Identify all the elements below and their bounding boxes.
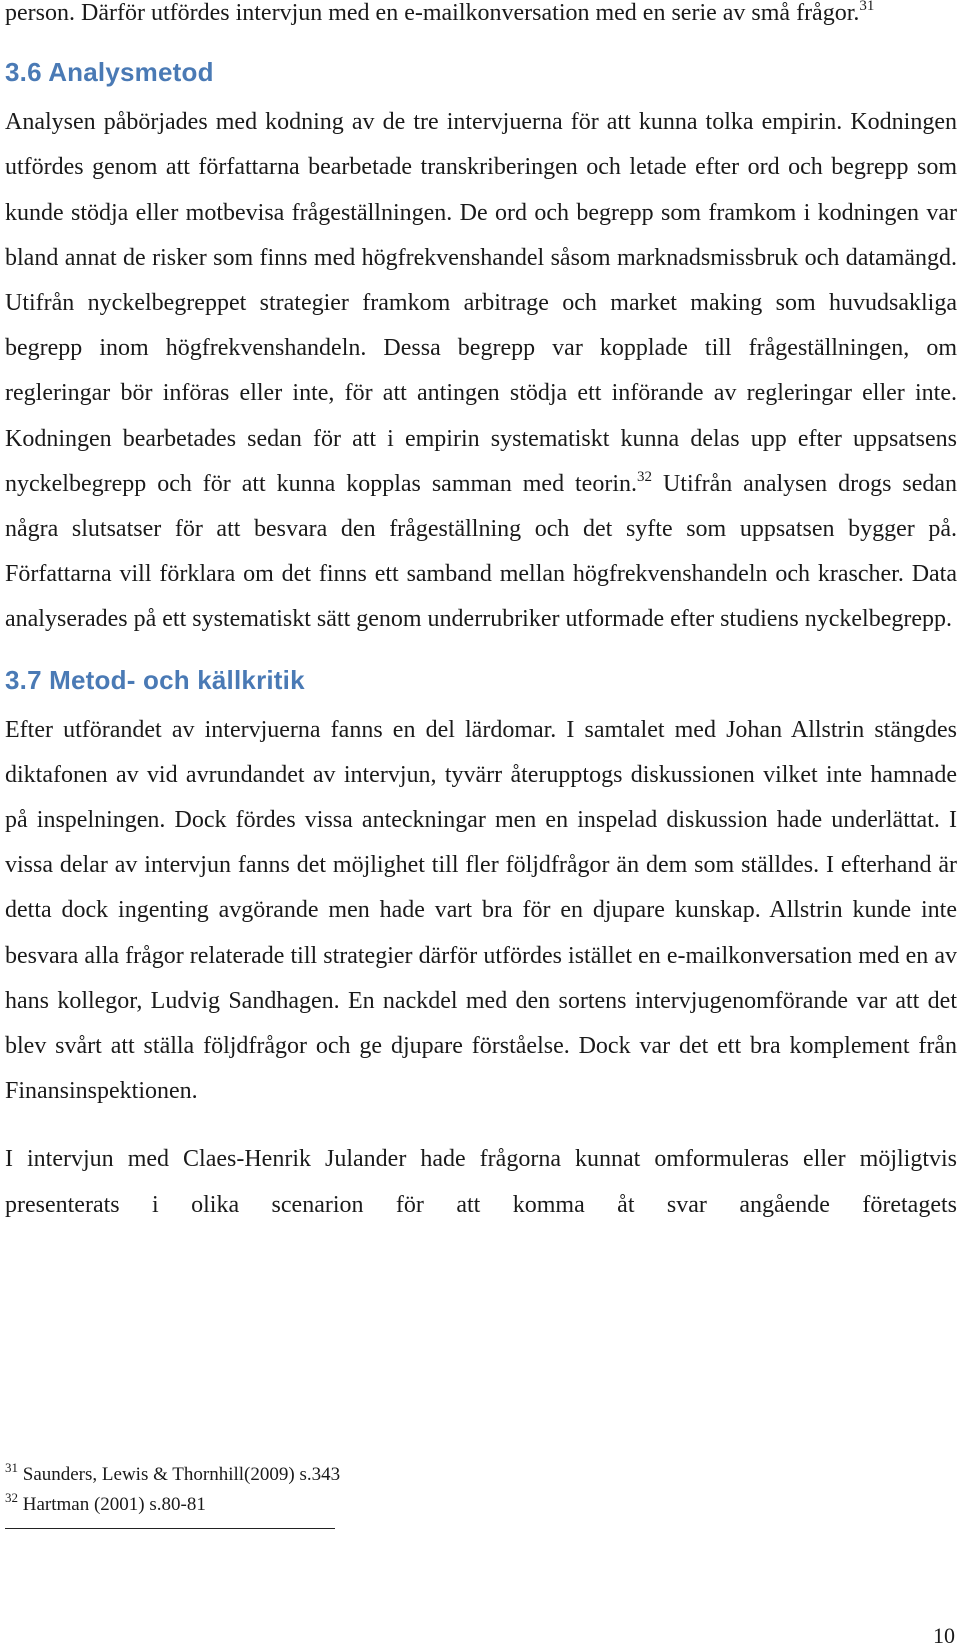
footnote-separator	[5, 1528, 335, 1529]
section-heading-metod-och-kallkritik: 3.7 Metod- och källkritik	[5, 664, 305, 695]
kallkritik-paragraph-1: Efter utförandet av intervjuerna fanns en del lärdomar. I samtalet med Johan Allstrin stängdes diktafonen av vid avrundandet av intervjun, tyvärr återupptogs diskussionen vilket inte hamnade på inspelningen. Dock fördes vissa anteckningar men en inspelad diskussion hade underlättat. I vissa delar av intervjun fanns det möjlighet till fler följdfrågor än dem som ställdes. I efterhand är detta dock ingenting avgörande men hade vart bra för en djupare kunskap. Allstrin kunde inte besvara alla frågor relaterade till strategier därför utfördes istället en e-mailkonversation med en av hans kollegor, Ludvig Sandhagen. En nackdel med den sortens intervjugenomförande var att det blev svårt att ställa följdfrågor och ge djupare förståelse. Dock var det ett bra komplement från Finansinspektionen.	[5, 716, 957, 1105]
footnote-text: Saunders, Lewis & Thornhill(2009) s.343	[22, 1464, 341, 1485]
footnote-text: Hartman (2001) s.80-81	[22, 1494, 206, 1515]
kallkritik-paragraph-2: I intervjun med Claes-Henrik Julander hade frågorna kunnat omformuleras eller möjligtvis presenterats i olika scenarion för att komma åt svar angående företagets	[5, 1146, 957, 1218]
footnote-number: 31	[5, 1460, 18, 1475]
footnote-32	[5, 1490, 206, 1517]
page-number: 10	[933, 1623, 955, 1648]
analysmetod-text-part-2: Utifrån analysen drogs sedan några slutsatser för att besvara den frågeställning och det syfte som uppsatsen bygger på. Författarna vill förklara om det finns ett samband mellan högfrekvenshandeln och krascher. Data analyserades på ett systematiskt sätt genom underrubriker utformade efter studiens nyckelbegrepp.	[5, 470, 957, 633]
analysmetod-text-part-1: Analysen påbörjades med kodning av de tre intervjuerna för att kunna tolka empirin. Kodningen utfördes genom att författarna bearbetade transkriberingen och letade efter ord och begrepp som kunde stödja eller motbevisa frågeställningen. De ord och begrepp som framkom i kodningen var bland annat de risker som finns med högfrekvenshandel såsom marknadsmissbruk och datamängd. Utifrån nyckelbegreppet strategier framkom arbitrage och market making som huvudsakliga begrepp inom högfrekvenshandeln. Dessa begrepp var kopplade till frågeställningen, om regleringar bör införas eller inte, för att antingen stödja ett införande av regleringar eller inte. Kodningen bearbetades sedan för att i empirin systematiskt kunna delas upp efter uppsatsens nyckelbegrepp och för att kunna kopplas samman med teorin.	[5, 109, 957, 497]
footnote-ref-31: 31	[859, 0, 875, 14]
document-page	[5, 0, 957, 1228]
footnote-ref-32: 32	[637, 468, 652, 485]
analysmetod-paragraph	[5, 100, 957, 642]
footnote-number: 32	[5, 1490, 18, 1505]
section-heading-analysmetod: 3.6 Analysmetod	[5, 57, 214, 88]
footnote-31	[5, 1460, 341, 1487]
intro-text: person. Därför utfördes intervjun med en e-mailkonversation med en serie av små frågor.	[5, 0, 860, 26]
intro-paragraph	[5, 0, 957, 36]
